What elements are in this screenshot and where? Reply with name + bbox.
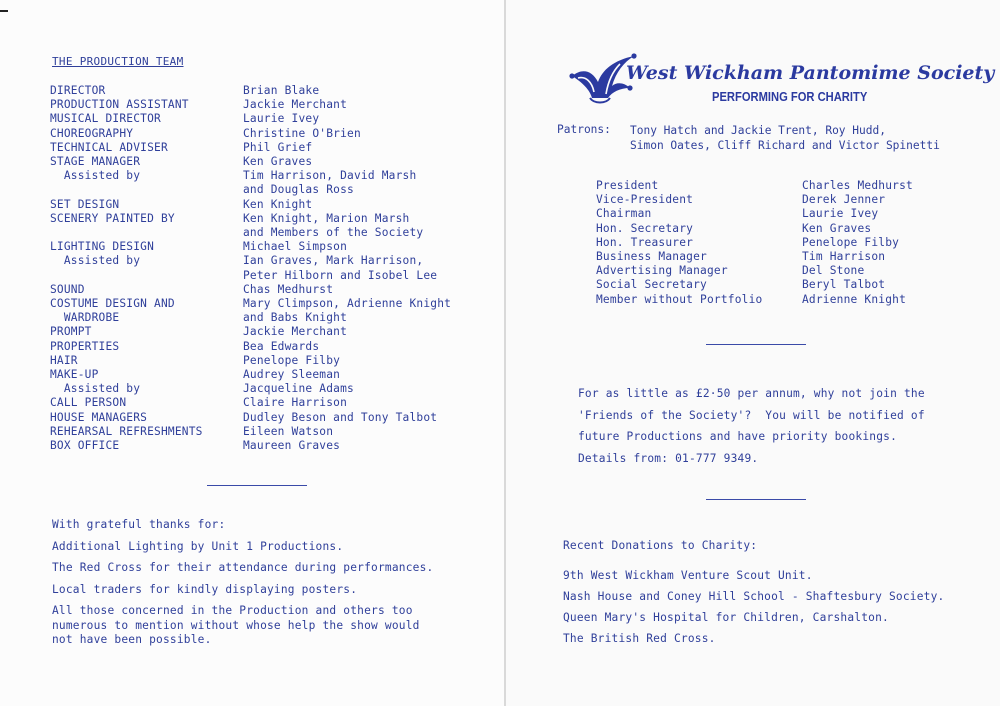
officer-names-list: Charles Medhurst Derek Jenner Laurie Ivey Ken Graves Penelope Filby Tim Harrison Del Stone Beryl Talbot Adrienne Knight (802, 179, 913, 306)
donation-item: The British Red Cross. (563, 632, 716, 645)
thanks-item: The Red Cross for their attendance during performances. (52, 561, 434, 574)
page-fold (504, 0, 506, 706)
thanks-heading: With grateful thanks for: (52, 518, 226, 531)
thanks-item: Local traders for kindly displaying posters. (52, 583, 358, 596)
society-tagline: PERFORMING FOR CHARITY (712, 89, 868, 104)
patrons-text: Tony Hatch and Jackie Trent, Roy Hudd, Simon Oates, Cliff Richard and Victor Spinetti (630, 124, 940, 152)
friends-of-society-text: For as little as £2·50 per annum, why not join the 'Friends of the Society'? You will be notified of future Productions and have priority bookings. Details from: 01-777 9349. (578, 387, 925, 465)
production-names-list: Brian Blake Jackie Merchant Laurie Ivey Christine O'Brien Phil Grief Ken Graves Tim Harrison, David Marsh and Douglas Ross Ken Knight Ken Knight, Marion Marsh and Members of the Society Michael Simpson Ian Graves, Mark Harrison, Peter Hilborn and Isobel Lee Chas Medhurst Mary Climpson, Adrienne Knight and Babs Knight Jackie Merchant Bea Edwards Penelope Filby Audrey Sleeman Jacqueline Adams Claire Harrison Dudley Beson and Tony Talbot Eileen Watson Maureen Graves (243, 84, 452, 453)
thanks-item: Additional Lighting by Unit 1 Productions. (52, 540, 344, 553)
donation-item: Nash House and Coney Hill School - Shaftesbury Society. (563, 590, 945, 603)
officer-roles-list: President Vice-President Chairman Hon. Secretary Hon. Treasurer Business Manager Advertising Manager Social Secretary Member without Portfolio (596, 179, 763, 306)
production-roles-list: DIRECTOR PRODUCTION ASSISTANT MUSICAL DIRECTOR CHOREOGRAPHY TECHNICAL ADVISER STAGE MANAGER Assisted by SET DESIGN SCENERY PAINTED BY LIGHTING DESIGN Assisted by SOUND COSTUME DESIGN AND WARDROBE PROMPT PROPERTIES HAIR MAKE-UP Assisted by CALL PERSON HOUSE MANAGERS REHEARSAL REFRESHMENTS BOX OFFICE (50, 84, 203, 453)
divider-rule (706, 344, 806, 345)
corner-mark (0, 10, 8, 12)
society-title: West Wickham Pantomime Society (626, 62, 995, 84)
donation-item: Queen Mary's Hospital for Children, Carshalton. (563, 611, 889, 624)
production-team-heading: THE PRODUCTION TEAM (52, 55, 184, 68)
divider-rule (207, 485, 307, 486)
donation-item: 9th West Wickham Venture Scout Unit. (563, 569, 813, 582)
patrons-label: Patrons: (557, 123, 611, 136)
thanks-item: All those concerned in the Production and others too numerous to mention without whose help the show would not have been possible. (52, 604, 420, 646)
divider-rule (706, 499, 806, 500)
donations-heading: Recent Donations to Charity: (563, 539, 758, 552)
